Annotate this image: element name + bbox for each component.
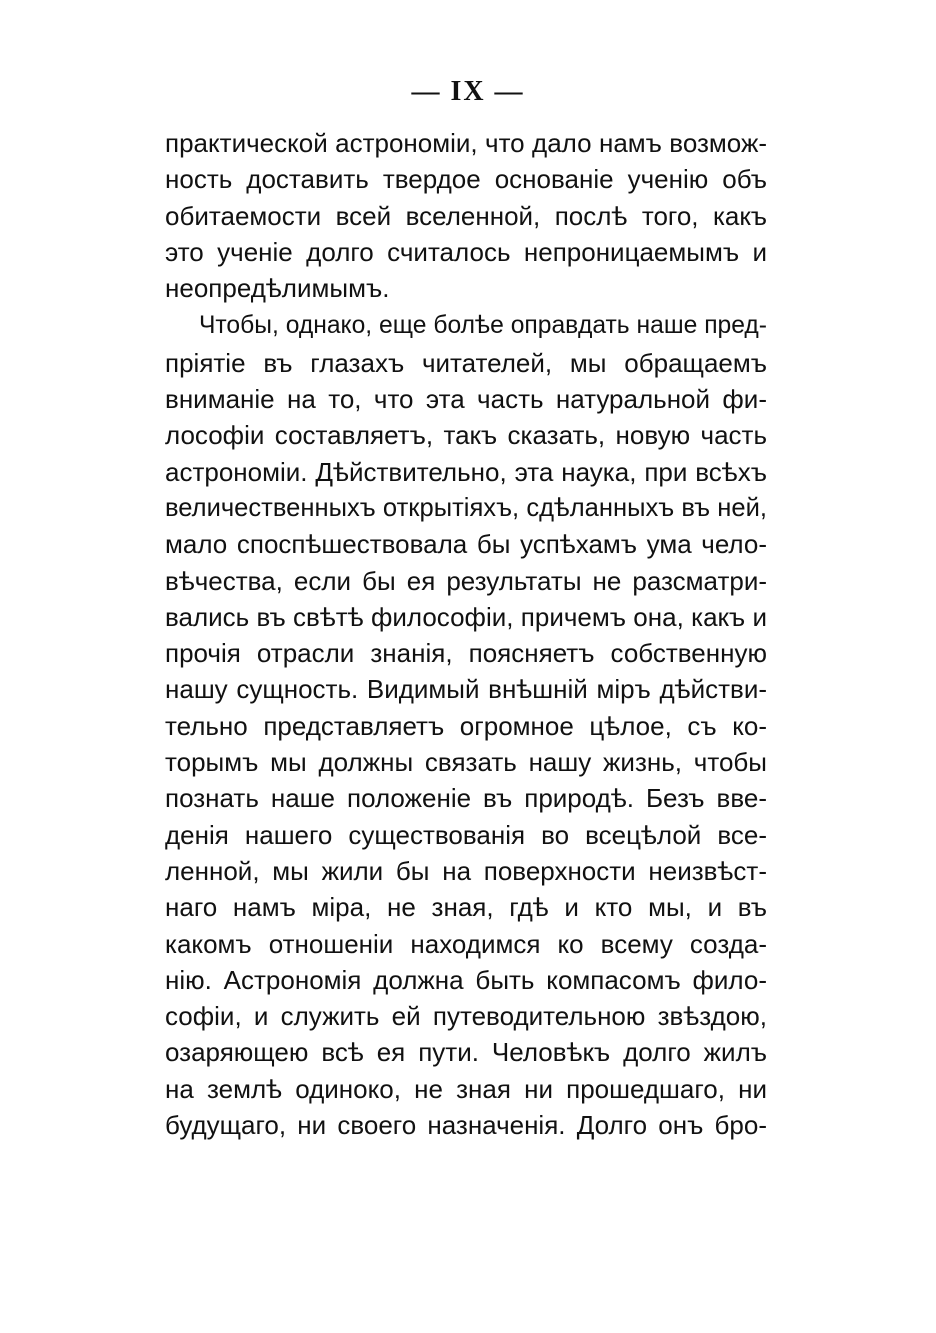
text-line: наго намъ міра, не зная, гдѣ и кто мы, и въ bbox=[165, 892, 767, 923]
page-number: — IX — bbox=[411, 76, 525, 107]
text-line: Чтобы, однако, еще болѣе оправдать наше пред- bbox=[199, 312, 767, 340]
text-line: обитаемости всей вселенной, послѣ того, какъ bbox=[165, 200, 767, 231]
text-line: лософіи составляетъ, такъ сказать, новую часть bbox=[165, 420, 767, 451]
text-line: величественныхъ открытіяхъ, сдѣланныхъ въ ней, bbox=[165, 493, 767, 522]
text-line: астрономіи. Дѣйствительно, эта наука, при всѣхъ bbox=[165, 456, 767, 487]
text-line: познать наше положеніе въ природѣ. Безъ вве- bbox=[165, 783, 767, 814]
text-line: на землѣ одиноко, не зная ни прошедшаго, ни bbox=[165, 1073, 767, 1104]
text-line: прочія отрасли знанія, поясняетъ собственную bbox=[165, 638, 767, 669]
text-line: нію. Астрономія должна быть компасомъ фило- bbox=[165, 964, 767, 995]
body-text bbox=[165, 125, 767, 1143]
text-line: пріятіе въ глазахъ читателей, мы обращаемъ bbox=[165, 347, 767, 378]
text-line: вниманіе на то, что эта часть натуральной фи- bbox=[165, 384, 767, 415]
text-line: денія нашего существованія во всецѣлой все- bbox=[165, 819, 767, 850]
text-line: вѣчества, если бы ея результаты не разсматри- bbox=[165, 565, 767, 596]
text-line: будущаго, ни своего назначенія. Долго онъ бро- bbox=[165, 1110, 767, 1141]
text-line: неопредѣлимымъ. bbox=[165, 273, 390, 304]
text-line: это ученіе долго считалось непроницаемымъ и bbox=[165, 236, 767, 267]
text-line: какомъ отношеніи находимся ко всему созда- bbox=[165, 928, 767, 959]
text-line: торымъ мы должны связать нашу жизнь, чтобы bbox=[165, 747, 767, 778]
text-line: нашу сущность. Видимый внѣшній міръ дѣйстви- bbox=[165, 674, 767, 705]
text-line: тельно представляетъ огромное цѣлое, съ ко- bbox=[165, 710, 767, 741]
text-line: мало споспѣшествовала бы успѣхамъ ума чело- bbox=[165, 529, 767, 560]
text-line: озаряющею всѣ ея пути. Человѣкъ долго жилъ bbox=[165, 1037, 767, 1068]
text-line: ность доставить твердое основаніе ученію объ bbox=[165, 164, 767, 195]
text-line: практической астрономіи, что дало намъ возмож- bbox=[165, 128, 767, 158]
text-line: софіи, и служить ей путеводительною звѣздою, bbox=[165, 1001, 767, 1032]
text-line: вались въ свѣтѣ философіи, причемъ она, какъ и bbox=[165, 601, 767, 632]
text-line: ленной, мы жили бы на поверхности неизвѣст- bbox=[165, 855, 767, 886]
